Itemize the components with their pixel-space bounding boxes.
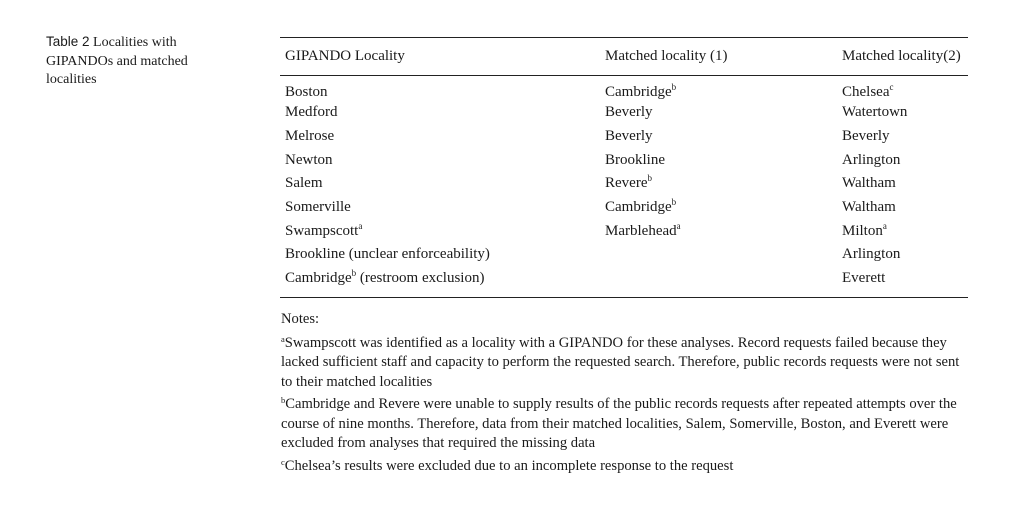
table-cell xyxy=(842,243,968,267)
cell-text: Revere xyxy=(605,175,648,192)
cell-text: Boston xyxy=(285,84,328,100)
cell-text: Marblehead xyxy=(605,222,677,239)
cell-text: Watertown xyxy=(842,104,908,121)
column-header: Matched locality(2) xyxy=(842,48,961,64)
footnote-marker: a xyxy=(281,333,285,344)
table-cell xyxy=(842,148,968,172)
table-cell xyxy=(842,267,968,291)
cell-text: Beverly xyxy=(842,128,890,145)
cell-text: Beverly xyxy=(605,128,653,145)
cell-text: Medford xyxy=(285,104,338,121)
table-caption-label: Table 2 xyxy=(46,34,90,49)
table-cell xyxy=(605,243,842,267)
table-cell xyxy=(605,148,842,172)
table-row xyxy=(280,243,968,267)
cell-text: Cambridge xyxy=(605,199,672,216)
cell-text-suffix: (restroom exclusion) xyxy=(356,270,485,287)
cell-text: Salem xyxy=(285,175,323,192)
column-header: GIPANDO Locality xyxy=(285,48,405,64)
footnote-marker: b xyxy=(281,395,286,405)
table-cell xyxy=(280,148,605,172)
table-row xyxy=(280,101,968,125)
cell-text: Waltham xyxy=(842,199,896,216)
cell-text: Beverly xyxy=(605,104,653,121)
cell-text: Brookline xyxy=(605,151,665,168)
footnote-marker: a xyxy=(358,220,363,231)
cell-text: Melrose xyxy=(285,128,335,145)
table-cell xyxy=(280,172,605,196)
table-row xyxy=(280,267,968,291)
note-item xyxy=(281,334,971,393)
table-cell xyxy=(842,172,968,196)
cell-text: Newton xyxy=(285,151,333,168)
footnote-marker: b xyxy=(647,173,652,184)
table-bottom-rule xyxy=(280,297,968,298)
cell-text: Waltham xyxy=(842,175,896,192)
cell-text: Chelsea xyxy=(842,84,890,100)
table-cell xyxy=(842,196,968,220)
table-cell xyxy=(280,125,605,149)
table-cell xyxy=(842,76,968,101)
table-cell xyxy=(605,196,842,220)
column-header: Matched locality (1) xyxy=(605,48,728,64)
cell-text: Everett xyxy=(842,270,886,287)
table-notes xyxy=(281,310,971,479)
table-cell xyxy=(280,76,605,101)
table-row xyxy=(280,125,968,149)
table-row xyxy=(280,172,968,196)
footnote-marker: b xyxy=(671,197,677,208)
table-cell xyxy=(842,125,968,149)
footnote-marker: c xyxy=(281,456,285,467)
table-cell xyxy=(605,219,842,243)
cell-text: Brookline (unclear enforceability) xyxy=(285,246,490,263)
table-body xyxy=(280,76,968,291)
footnote-marker: b xyxy=(671,82,677,92)
footnote-marker: a xyxy=(882,220,887,231)
cell-text: Cambridge xyxy=(285,270,352,287)
table-caption-text: Localities with GIPANDOs and matched localities xyxy=(46,35,188,87)
footnote-marker: c xyxy=(889,82,894,92)
table-row xyxy=(280,219,968,243)
table-cell xyxy=(605,172,842,196)
notes-title: Notes: xyxy=(281,311,320,327)
localities-table xyxy=(280,37,968,298)
table-cell xyxy=(280,219,605,243)
footnote-marker: a xyxy=(676,220,681,231)
cell-text: Somerville xyxy=(285,199,351,216)
footnote-marker: b xyxy=(351,268,357,279)
note-item xyxy=(281,395,971,454)
table-header-row xyxy=(280,38,968,75)
cell-text: Milton xyxy=(842,222,883,239)
table-row xyxy=(280,196,968,220)
cell-text: Arlington xyxy=(842,246,901,263)
table-cell xyxy=(280,101,605,125)
note-item xyxy=(281,457,971,477)
table-caption xyxy=(46,33,236,90)
cell-text: Cambridge xyxy=(605,84,672,100)
note-text: Cambridge and Revere were unable to supply results of the public records requests after repeated attempts over the course of nine months. Therefore, data from their matched localities, Salem, Somerville, Boston, and Everett were excluded from analyses that required the missing data xyxy=(281,396,957,451)
table-cell xyxy=(842,219,968,243)
cell-text: Arlington xyxy=(842,151,901,168)
cell-text: Swampscott xyxy=(285,222,359,239)
table-cell xyxy=(605,267,842,291)
notes-list xyxy=(281,334,971,477)
table-cell xyxy=(280,196,605,220)
table-row xyxy=(280,148,968,172)
table-cell xyxy=(605,76,842,101)
table-cell xyxy=(280,243,605,267)
note-text: Swampscott was identified as a locality with a GIPANDO for these analyses. Record requests failed because they lacked sufficient staff and capacity to perform the requested search. Therefore, public records requests were not sent to their matched localities xyxy=(281,334,960,390)
table-cell xyxy=(605,101,842,125)
table-cell xyxy=(605,125,842,149)
table-cell xyxy=(842,101,968,125)
table-row xyxy=(280,76,968,101)
note-text: Chelsea’s results were excluded due to an incomplete response to the request xyxy=(284,457,734,474)
table-cell xyxy=(280,267,605,291)
